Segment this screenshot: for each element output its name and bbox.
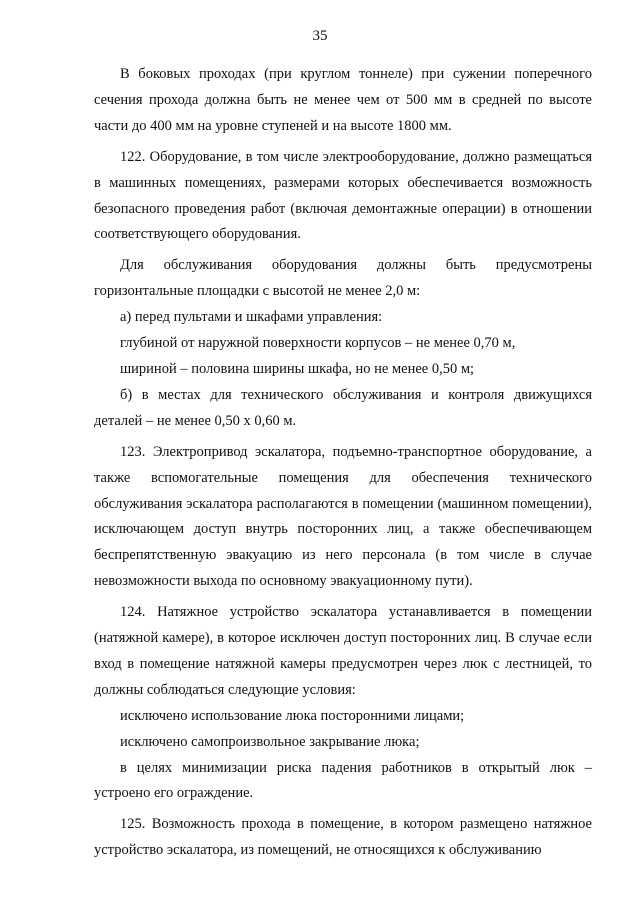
paragraph: Для обслуживания оборудования должны быть предусмотрены горизонтальные площадки с высотой не менее 2,0 м: <box>94 257 592 300</box>
list-item: исключено самопроизвольное закрывание люка; <box>120 733 420 750</box>
document-body <box>94 62 592 864</box>
paragraph: В боковых проходах (при круглом тоннеле) при сужении поперечного сечения прохода должна быть не менее чем от 500 мм в средней по высоте части до 400 мм на уровне ступеней и на высоте 1800 мм. <box>94 66 592 134</box>
list-item: исключено использование люка посторонними лицами; <box>120 707 465 724</box>
paragraph: 123. Электропривод эскалатора, подъемно-транспортное оборудование, а также вспомогательные помещения для обеспечения технического обслуживания эскалатора располагаются в помещении (машинном помещении), исключающем доступ внутрь посторонних лиц, а также обеспечивающем беспрепятственную эвакуацию из него персонала (в том числе в случае невозможности выхода по основному эвакуационному пути). <box>94 443 592 590</box>
list-item: в целях минимизации риска падения работников в открытый люк – устроено его ограждение. <box>94 759 592 802</box>
paragraph: 124. Натяжное устройство эскалатора устанавливается в помещении (натяжной камере), в которое исключен доступ посторонних лиц. В случае если вход в помещение натяжной камеры предусмотрен через люк с лестницей, то должны соблюдаться следующие условия: <box>94 604 592 698</box>
list-item: б) в местах для технического обслуживания и контроля движущихся деталей – не менее 0,50 х 0,60 м. <box>94 386 592 429</box>
paragraph: 125. Возможность прохода в помещение, в котором размещено натяжное устройство эскалатора, из помещений, не относящихся к обслуживанию <box>94 816 592 859</box>
paragraph: 122. Оборудование, в том числе электрооборудование, должно размещаться в машинных помещениях, размерами которых обеспечивается возможность безопасного проведения работ (включая демонтажные операции) в отношении соответствующего оборудования. <box>94 148 592 243</box>
list-item: шириной – половина ширины шкафа, но не менее 0,50 м; <box>120 360 475 377</box>
list-item: а) перед пультами и шкафами управления: <box>120 309 383 326</box>
list-item: глубиной от наружной поверхности корпусов – не менее 0,70 м, <box>120 335 516 352</box>
page-number: 35 <box>312 28 328 44</box>
